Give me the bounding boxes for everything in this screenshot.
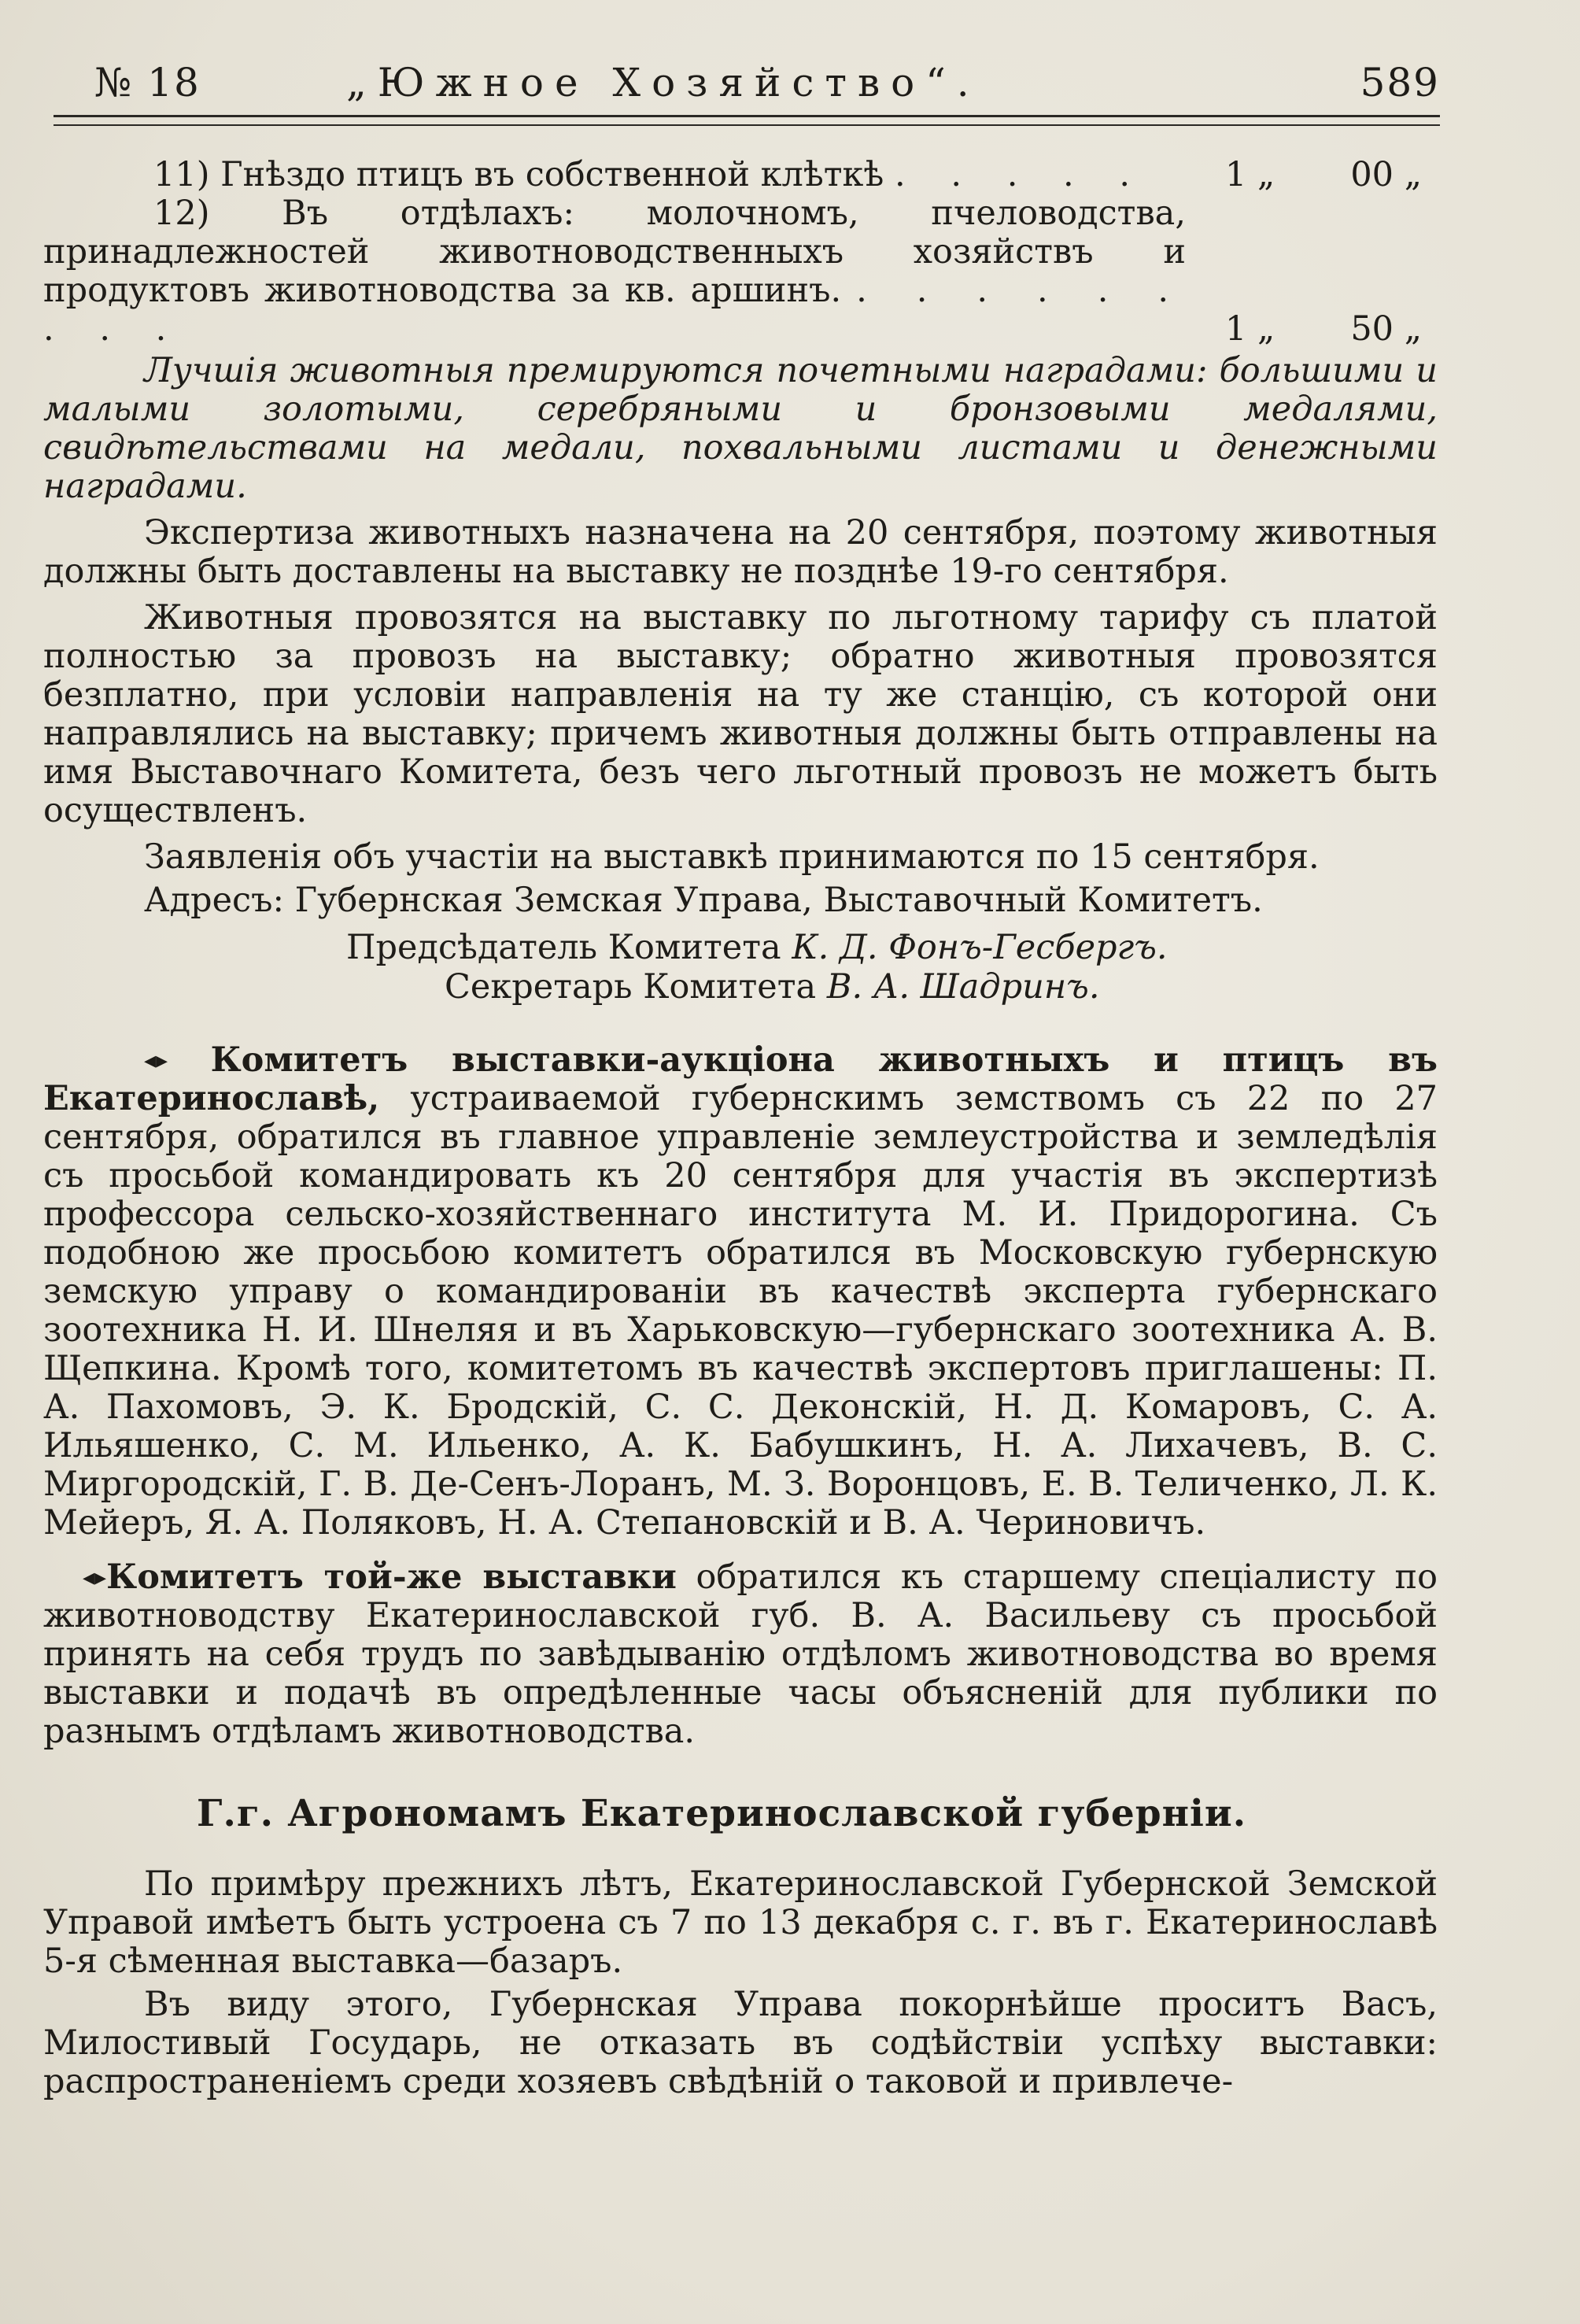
- price-line-11: [43, 156, 1438, 194]
- page-body: [43, 156, 1438, 2101]
- header-rule-top: [54, 115, 1440, 117]
- section-paragraph-1: По примѣру прежнихъ лѣтъ, Екатеринославской Губернской Земской Управой имѣетъ быть устроена съ 7 по 13 декабря с. г. въ г. Екатеринославѣ 5-я сѣменная выставка—базаръ.: [43, 1864, 1438, 1981]
- news-item-1-text: устраиваемой губернскимъ земствомъ съ 22 по 27 сентября, обратился въ главное управленіе землеустройства и земледѣлія съ просьбой командировать къ 20 сентября для участія въ экспертизѣ профессора сельско-хозяйственнаго института М. И. Придорогина. Съ подобною же просьбою комитетъ обратился въ Московскую губернскую земскую управу о командированіи въ качествѣ эксперта губернскаго зоотехника Н. И. Шнеляя и въ Харьковскую—губернскаго зоотехника А. В. Щепкина. Кромѣ того, комитетомъ въ качествѣ экспертовъ приглашены: П. А. Пахомовъ, Э. К. Бродскій, С. С. Деконскій, Н. Д. Комаровъ, С. А. Ильяшенко, С. М. Ильенко, А. К. Бабушкинъ, Н. А. Лихачевъ, В. С. Миргородскій, Г. В. Де-Сенъ-Лоранъ, М. З. Воронцовъ, Е. В. Теличенко, Л. К. Мейеръ, Я. А. Поляковъ, Н. А. Степановскій и В. А. Чериновичъ.: [43, 1079, 1438, 1543]
- transport-paragraph: Животныя провозятся на выставку по льготному тарифу съ платой полностью за провозъ на выставку; обратно животныя провозятся безплатно, при условіи направленія на ту же станцію, съ которой они направлялись на выставку; причемъ животныя должны быть отправлены на имя Выставочнаго Комитета, безъ чего льготный провозъ не можетъ быть осуществленъ.: [43, 598, 1438, 830]
- price-kopecks: 50 „: [1350, 309, 1422, 349]
- bullet-icon: ◂▸: [83, 1564, 107, 1591]
- leader-dots: . . . . . . . . .: [43, 271, 1187, 349]
- price-item-text: 12) Въ отдѣлахъ: молочномъ, пчеловодства, принадлежностей животноводственныхъ хозяйствъ и продуктовъ животноводства за кв. аршинъ: [43, 194, 1186, 310]
- address-paragraph: Адресъ: Губернская Земская Управа, Выставочный Комитетъ.: [144, 881, 1263, 920]
- secretary-name: В. А. Шадринъ.: [826, 967, 1100, 1007]
- expertise-paragraph: Экспертиза животныхъ назначена на 20 сентября, поэтому животныя должны быть доставлены на выставку не позднѣе 19-го сентября.: [43, 513, 1438, 591]
- price-line-12: 12) Въ отдѣлахъ: молочномъ, пчеловодства, принадлежностей животноводственныхъ хозяйствъ и продуктовъ животноводства за кв. аршинъ. . . . . . . . . .: [43, 194, 1187, 349]
- chairman-name: К. Д. Фонъ-Гесбергъ.: [792, 928, 1168, 967]
- price-item-text: 11) Гнѣздо птицъ въ собственной клѣткѣ: [153, 155, 884, 194]
- leader-dots: . . . . .: [895, 155, 1148, 194]
- bullet-icon: ◂▸: [144, 1047, 168, 1074]
- chairman-signature: Предсѣдатель Комитета К. Д. Фонъ-Гесбергъ.: [346, 928, 1168, 967]
- section-title: Г.г. Агрономамъ Екатеринославской губерніи.: [197, 1792, 1247, 1835]
- news-item-1: [43, 1041, 1438, 1543]
- issue-number: № 18: [94, 60, 201, 105]
- news-item-1-lead: Комитетъ выставки-аукціона животныхъ и птицъ въ Екатеринославѣ,: [43, 1040, 1438, 1118]
- applications-paragraph: Заявленія объ участіи на выставкѣ принимаются по 15 сентября.: [144, 837, 1320, 877]
- price-kopecks: 00 „: [1350, 155, 1422, 194]
- news-item-2-lead: Комитетъ той-же выставки: [106, 1557, 677, 1597]
- journal-title: „Южное Хозяйство“.: [346, 60, 980, 105]
- news-item-2: [43, 1558, 1438, 1751]
- header-rule-bottom: [54, 124, 1440, 126]
- news-item-2-text: обратился къ старшему спеціалисту по животноводству Екатеринославской губ. В. А. Васильеву съ просьбой принять на себя трудъ по завѣдыванію отдѣломъ животноводства во время выставки и подачѣ въ опредѣленные часы объясненій для публики по разнымъ отдѣламъ животноводства.: [43, 1557, 1438, 1751]
- awards-paragraph: Лучшія животныя премируются почетными наградами: большими и малыми золотыми, серебряными и бронзовыми медалями, свидѣтельствами на медали, похвальными листами и денежными наградами.: [43, 351, 1438, 506]
- price-line-12-value: [43, 310, 1438, 349]
- running-header: [54, 60, 1440, 115]
- price-rubles: 1 „: [1225, 309, 1275, 349]
- secretary-signature: Секретарь Комитета В. А. Шадринъ.: [445, 967, 1100, 1007]
- page-number: 589: [1360, 60, 1440, 105]
- price-rubles: 1 „: [1225, 155, 1275, 194]
- section-paragraph-2: Въ виду этого, Губернская Управа покорнѣйше проситъ Васъ, Милостивый Государь, не отказать въ содѣйствіи успѣху выставки: распространеніемъ среди хозяевъ свѣдѣній о таковой и привлече-: [43, 1985, 1438, 2101]
